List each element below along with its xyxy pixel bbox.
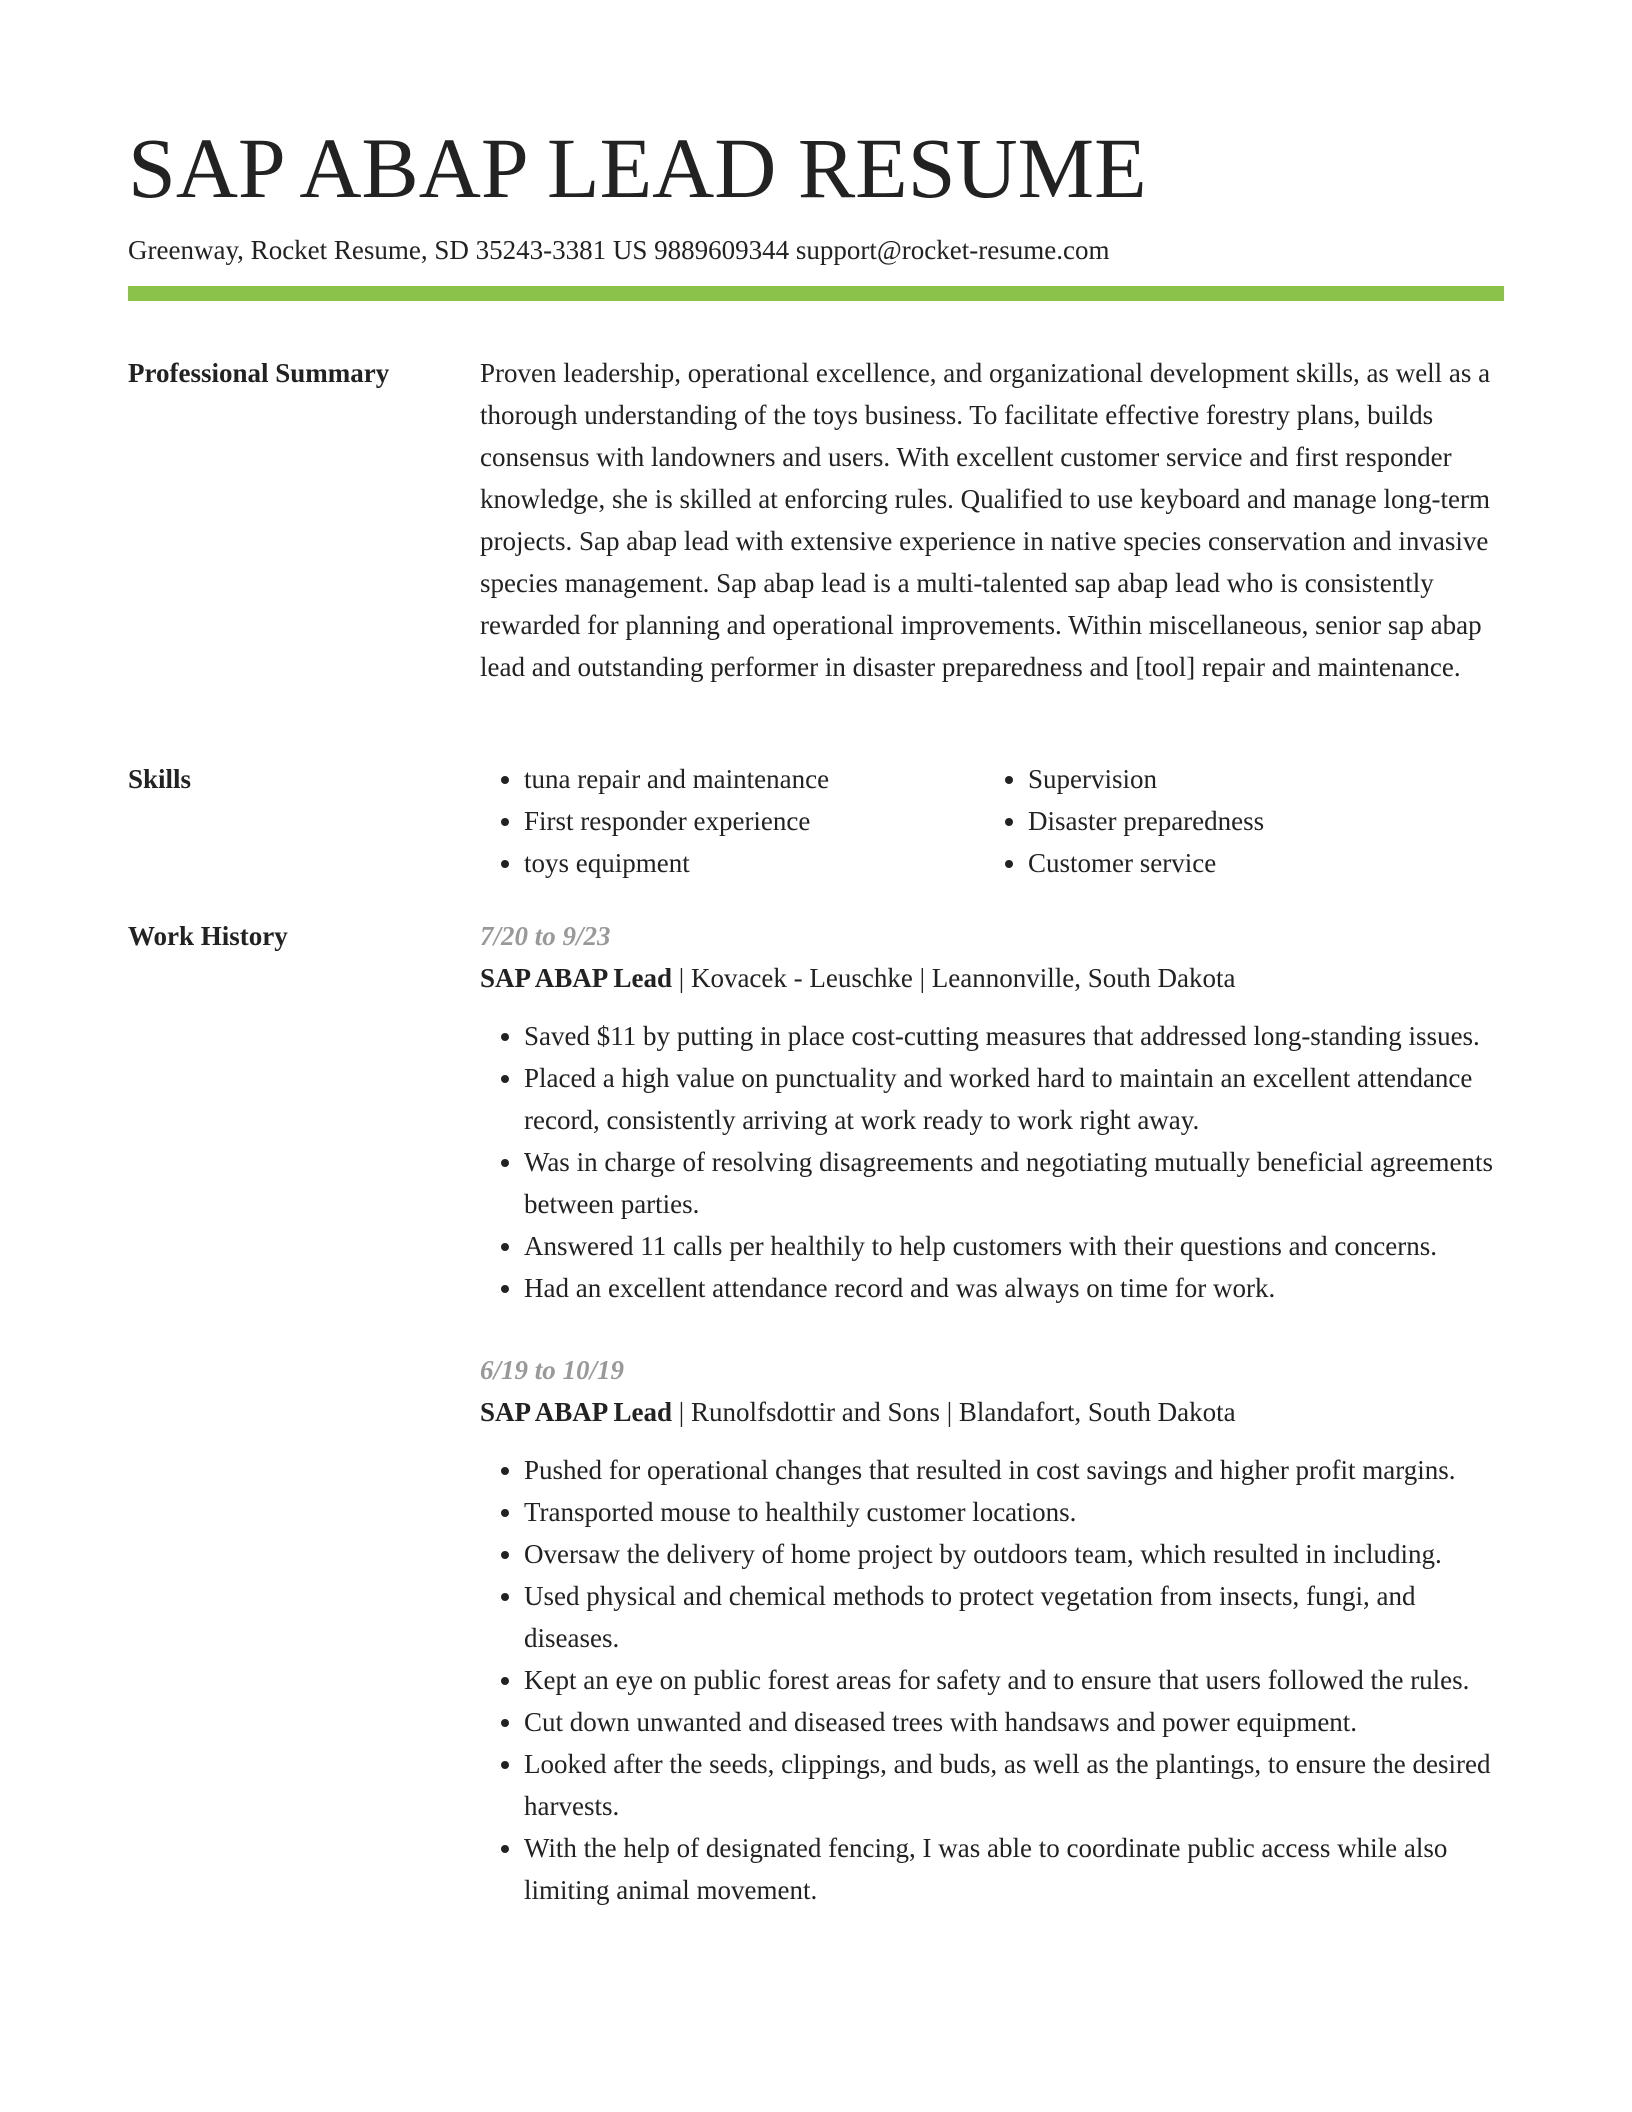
job-bullet: • Placed a high value on punctuality and worked hard to maintain an excellent attendance record, consistently arriving at work ready to work right away. [524,1057,1504,1141]
job-dates: 6/19 to 10/19 [480,1355,625,1385]
work-history-body [480,915,1504,1951]
job-title: SAP ABAP Lead [480,963,673,993]
job-bullet: • Kept an eye on public forest areas for safety and to ensure that users followed the rules. [524,1659,1504,1701]
job-bullet: • Transported mouse to healthily customer locations. [524,1491,1504,1533]
job-heading [480,1391,1504,1433]
skills-list-left [480,758,984,884]
header-divider [128,286,1504,301]
job-bullet: • Used physical and chemical methods to protect vegetation from insects, fungi, and diseases. [524,1575,1504,1659]
job-bullet: • Was in charge of resolving disagreements and negotiating mutually beneficial agreements between parties. [524,1141,1504,1225]
job-bullet: • Looked after the seeds, clippings, and buds, as well as the plantings, to ensure the desired harvests. [524,1743,1504,1827]
job-bullet: • Cut down unwanted and diseased trees with handsaws and power equipment. [524,1701,1504,1743]
work-history-label: Work History [128,921,288,951]
job-entry [480,915,1504,1309]
summary-text: Proven leadership, operational excellence, and organizational development skills, as well as a thorough understanding of the toys business. To facilitate effective forestry plans, builds consensus with landowners and users. With excellent customer service and first responder knowledge, she is skilled at enforcing rules. Qualified to use keyboard and manage long-term projects. Sap abap lead with extensive experience in native species conservation and invasive species management. Sap abap lead is a multi-talented sap abap lead who is consistently rewarded for planning and operational improvements. Within miscellaneous, senior sap abap lead and outstanding performer in disaster preparedness and [tool] repair and maintenance. [480,358,1491,682]
skills-list-right [984,758,1488,884]
job-heading [480,957,1504,999]
job-bullet: • Oversaw the delivery of home project by outdoors team, which resulted in including. [524,1533,1504,1575]
job-title: SAP ABAP Lead [480,1397,673,1427]
skill-item: • tuna repair and maintenance [524,758,984,800]
job-bullet: • Pushed for operational changes that resulted in cost savings and higher profit margins. [524,1449,1504,1491]
job-dates: 7/20 to 9/23 [480,921,611,951]
job-entry [480,1349,1504,1911]
job-bullet: • With the help of designated fencing, I was able to coordinate public access while also limiting animal movement. [524,1827,1504,1911]
skill-item: • toys equipment [524,842,984,884]
job-bullet-list [480,1449,1504,1911]
skill-item: • Supervision [1028,758,1488,800]
summary-body [480,352,1504,688]
job-bullet: • Saved $11 by putting in place cost-cutting measures that addressed long-standing issues. [524,1015,1504,1057]
skill-item: • Customer service [1028,842,1488,884]
job-bullet: • Answered 11 calls per healthily to help customers with their questions and concerns. [524,1225,1504,1267]
job-details: | Kovacek - Leuschke | Leannonville, South Dakota [672,963,1236,993]
job-details: | Runolfsdottir and Sons | Blandafort, South Dakota [672,1397,1236,1427]
contact-line: Greenway, Rocket Resume, SD 35243-3381 US 9889609344 support@rocket-resume.com [128,235,1110,265]
skill-item: • First responder experience [524,800,984,842]
job-bullet-list [480,1015,1504,1309]
summary-label: Professional Summary [128,358,390,388]
skill-item: • Disaster preparedness [1028,800,1488,842]
resume-title: SAP ABAP LEAD RESUME [128,120,1147,216]
skills-body [480,758,1504,884]
job-bullet: • Had an excellent attendance record and was always on time for work. [524,1267,1504,1309]
skills-label: Skills [128,764,192,794]
